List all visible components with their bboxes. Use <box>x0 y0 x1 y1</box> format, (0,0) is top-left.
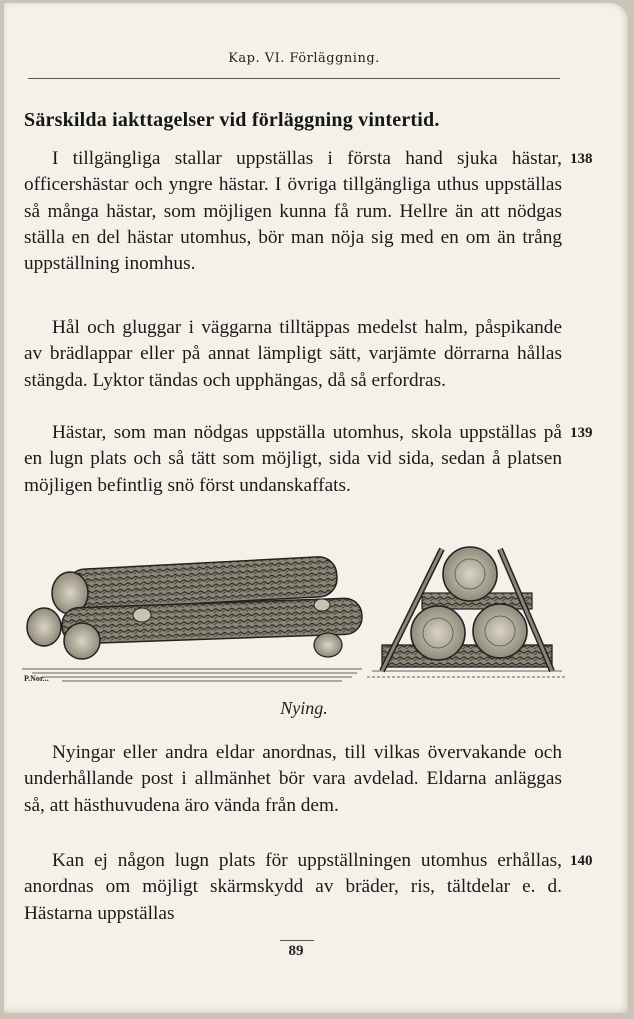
paragraph-3-text: Hästar, som man nödgas uppställa utomhus, skola uppställas på en lugn plats och så tätt som möjligt, sida vid sida, sedan å platsen möjligen befintlig snö först undanskaffats. <box>24 422 562 496</box>
book-page <box>4 3 628 1013</box>
page-number: 89 <box>288 943 304 959</box>
nying-illustration <box>22 541 572 701</box>
figure-signature: P.Nor... <box>24 674 49 683</box>
margin-number-138: 138 <box>570 151 593 167</box>
header-rule <box>28 78 560 79</box>
log-stack-left <box>27 556 363 659</box>
running-head: Kap. VI. Förläggning. <box>228 51 380 66</box>
log-frame-right <box>367 547 567 677</box>
paragraph-4-text: Nyingar eller andra eldar anordnas, till vilkas övervakande och underhållande post i allmänhet bör vara avdelad. Eldarna anläggas så, att hästhuvudena äro vända från dem. <box>24 742 562 816</box>
paragraph-1 <box>24 146 562 277</box>
paragraph-5 <box>24 848 562 927</box>
margin-number-140: 140 <box>570 853 593 869</box>
margin-number-139: 139 <box>570 425 593 441</box>
ground-left <box>22 669 362 681</box>
paragraph-2-text: Hål och gluggar i väggarna tilltäppas medelst halm, påspikande av brädlappar eller på annat lämpligt sätt, varjämte dörrarna hållas stängda. Lyktor tändas och upphängas, då så erfordras. <box>24 317 562 391</box>
paragraph-5-text: Kan ej någon lugn plats för uppställningen utomhus erhållas, anordnas om möjligt skärmskydd av bräder, ris, tältdelar e. d. Hästarna uppställas <box>24 850 562 924</box>
paragraph-1-text: I tillgängliga stallar uppställas i första hand sjuka hästar, officershästar och yngre hästar. I övriga tillgängliga uthus uppställas så många hästar, som möjligen kunna få rum. Hellre än att nödgas ställa en del hästar utomhus, bör man nöja sig med en om än trång uppställning inomhus. <box>24 148 562 275</box>
paragraph-4 <box>24 740 562 819</box>
figure-caption: Nying. <box>280 698 328 718</box>
page-number-rule <box>280 940 314 941</box>
section-title: Särskilda iakttagelser vid förläggning vintertid. <box>24 109 440 131</box>
paragraph-2 <box>24 315 562 394</box>
paragraph-3 <box>24 420 562 499</box>
